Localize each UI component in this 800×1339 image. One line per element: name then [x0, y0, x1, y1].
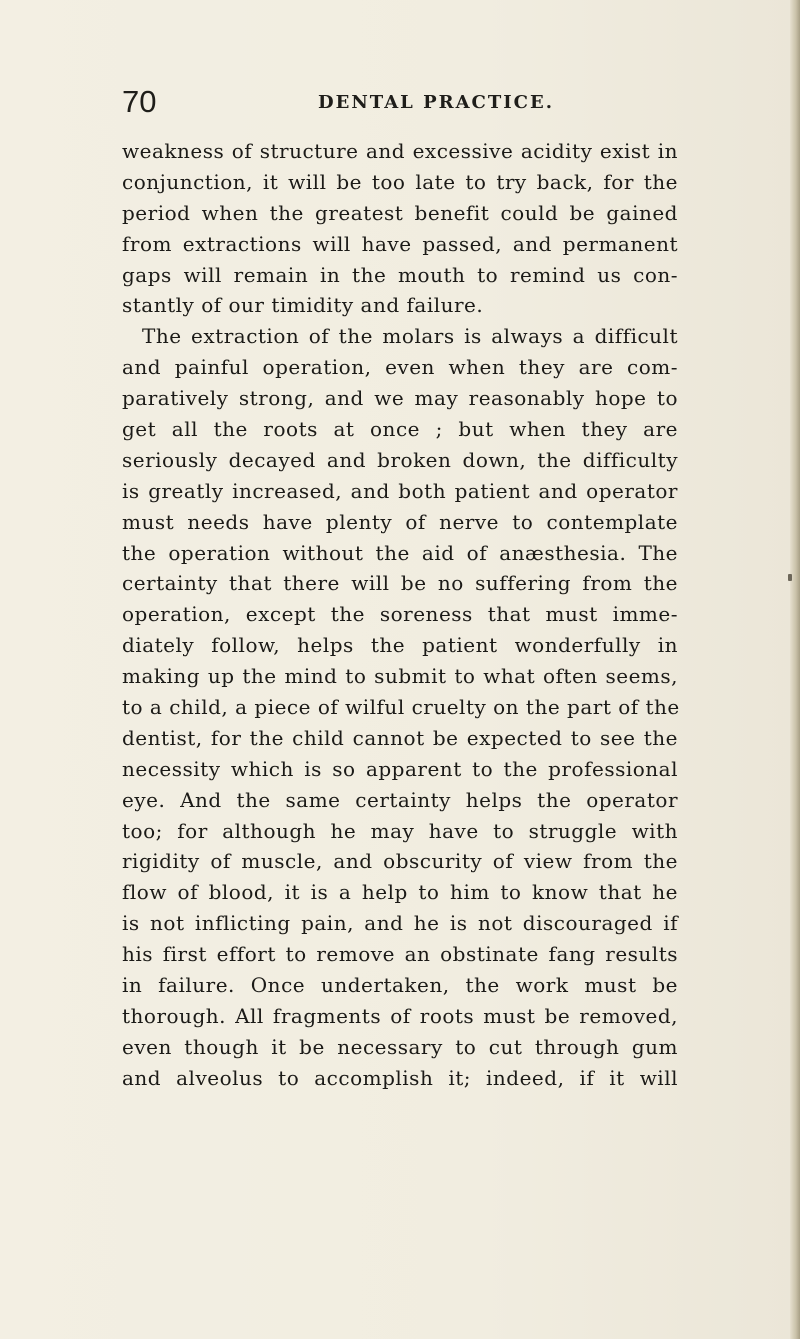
text-line: flow of blood, it is a help to him to know that he	[122, 880, 678, 905]
text-line: in failure. Once undertaken, the work must be	[122, 973, 678, 998]
text-line: conjunction, it will be too late to try back, for the	[122, 169, 678, 194]
text-line: dentist, for the child cannot be expected to see the	[122, 725, 678, 750]
text-line: diately follow, helps the patient wonderfully in	[122, 633, 678, 658]
text-line: the operation without the aid of anæsthesia. The	[122, 540, 678, 565]
text-line: to a child, a piece of wilful cruelty on the part of the	[122, 695, 680, 720]
text-line: and painful operation, even when they are com-	[122, 355, 678, 380]
text-line: stantly of our timidity and failure.	[122, 293, 484, 318]
text-line: The extraction of the molars is always a difficult	[142, 324, 678, 349]
text-line: is not inflicting pain, and he is not discouraged if	[122, 911, 678, 936]
text-line: necessity which is so apparent to the professional	[122, 756, 678, 781]
text-line: rigidity of muscle, and obscurity of view from the	[122, 849, 678, 874]
text-line: eye. And the same certainty helps the operator	[122, 787, 678, 812]
body-text	[122, 136, 678, 1094]
text-line: and alveolus to accomplish it; indeed, if it will	[122, 1065, 678, 1090]
text-line: seriously decayed and broken down, the difficulty	[122, 447, 678, 472]
text-line: period when the greatest benefit could be gained	[122, 200, 678, 225]
text-line: paratively strong, and we may reasonably hope to	[122, 386, 678, 411]
text-line: weakness of structure and excessive acidity exist in	[122, 139, 678, 163]
text-line: certainty that there will be no suffering from the	[122, 571, 678, 596]
text-line: must needs have plenty of nerve to contemplate	[122, 509, 678, 534]
text-line: thorough. All fragments of roots must be removed,	[122, 1003, 678, 1028]
text-line: too; for although he may have to struggle with	[122, 818, 678, 843]
page-number: 70	[122, 84, 157, 119]
running-head: DENTAL PRACTICE.	[318, 92, 554, 113]
margin-mark	[788, 574, 792, 581]
text-line: operation, except the soreness that must imme-	[122, 602, 678, 627]
page-header	[122, 84, 682, 120]
text-line: from extractions will have passed, and permanent	[122, 231, 678, 256]
text-line: is greatly increased, and both patient and operator	[122, 478, 678, 503]
text-line: his first effort to remove an obstinate fang results	[122, 942, 678, 967]
text-line: even though it be necessary to cut through gum	[122, 1034, 678, 1059]
text-line: making up the mind to submit to what often seems,	[122, 664, 678, 689]
page-edge-shadow	[790, 0, 800, 1339]
text-line: get all the roots at once ; but when they are	[122, 417, 678, 442]
text-line: gaps will remain in the mouth to remind us con-	[122, 262, 678, 287]
